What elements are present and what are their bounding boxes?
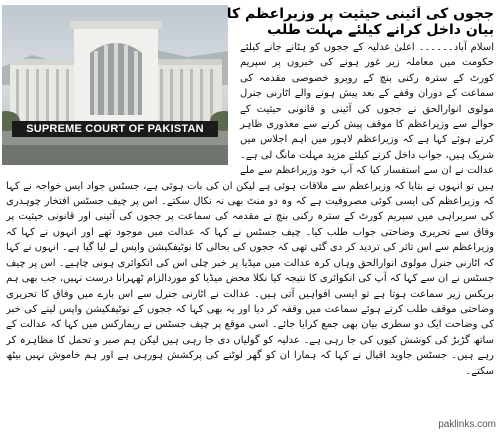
article-paragraph: اعلیٰ عدلیہ کے ججوں کو ہٹانے جانے کیلئے حکومت میں معاملہ زیر غور ہونے کی خبروں پر سپریم کورٹ کے سترہ رکنی بنچ کے روبرو خصوصی مقدمہ کی سماعت کے دوران وقفے کے بعد پیش ہونے والے اٹارنی جنرل مولوی انوارالحق نے ججوں کی آئینی و قانونی حیثیت کے حوالے سے وزیراعظم کا موقف پیش کرنے سے معذوری ظاہر کرتے ہوئے کہا ہے کہ وزیراعظم لاہور میں اہم اجلاس میں شریک ہیں، جواب داخل کرنے کیلئے مزید مہلت مانگ لی ہے۔ عدالت نے ان سے استفسار کیا کہ آپ خود وزیراعظم سے ملے ہیں تو انہوں نے بتایا کہ وزیراعظم سے ملاقات ہوئی ہے لیکن ان کی بات ہوئی ہے، جسٹس جواد ایس خواجہ نے کہا کہ وزیراعظم کی ایسی کوئی مصروفیت ہے کہ وہ دو منٹ بھی نہ نکال سکتے۔ اس پر چیف جسٹس افتخار چوہدری کی سربراہی میں سپریم کورٹ کے سترہ رکنی بنچ نے مقدمہ کی سماعت پر ججوں کی آئینی اور قانونی حیثیت پر وفاق سے تحریری وضاحتی جواب طلب کیا۔ چیف جسٹس نے کہا کہ عدالت میں موجود تھے اور انہوں نے کہا کہ وزیراعظم سے اس تاثر کی تردید کر دی گئی تھی کہ ججوں کی بحالی کا نوٹیفکیشن واپس لے لیا گیا ہے۔ انہوں نے کہا کہ اٹارنی جنرل مولوی انوارالحق وہاں کرہ عدالت میں میڈیا پر خبر چلی اس کی انکوائری ہونی چاہیے۔ اس پر چیف جسٹس نے ان سے کہا کہ آپ کی انکوائری کا نتیجہ کیا نکلا محض میڈیا کو موردالزام ٹھہرانا درست نہیں، جب بھی ہم بریکس زیر سماعت ہوتا ہے تو ایسی افواہیں آتی ہیں۔ عدالت نے اٹارنی جنرل سے اس بارے میں وفاق کا تحریری وضاحتی موقف طلب کرتے ہوئے سماعت میں وقفہ کر دیا اور یہ بھی کہا کہ ججوں کے نوٹیفکیشن واپس لینے کی خبر کی وضاحت ایک دو سطری بیان بھی جمع کرایا جائے۔ اسی موقع پر چیف جسٹس نے ریمارکس میں کہا کہ عدالت کے ساتھ گڑبڑ کی کوشش کیوں کی جا رہی ہے۔ عدلیہ کو گولیاں دی جا رہی ہیں لیکن ہم صبر و تحمل کا مظاہرہ کر رہے ہیں۔ جسٹس جاوید اقبال نے کہا کہ ہمارا ان کو گھر لوٹنے کی پرکشش ہورہی ہے اور ہم خاموش نہیں بیٹھ سکتے۔ xyxy=(6,42,494,377)
site-watermark: paklinks.com xyxy=(438,419,496,430)
article-headline: ججوں کی آئینی حیثیت پر وزیراعظم کا بیان داخل کرانے کیلئے مہلت طلب xyxy=(226,6,494,38)
article-dateline: اسلام آباد۔۔۔۔۔۔ xyxy=(418,42,494,53)
image-spacer xyxy=(6,40,240,166)
article-body xyxy=(6,40,494,412)
photo-caption: SUPREME COURT OF PAKISTAN xyxy=(12,121,218,137)
